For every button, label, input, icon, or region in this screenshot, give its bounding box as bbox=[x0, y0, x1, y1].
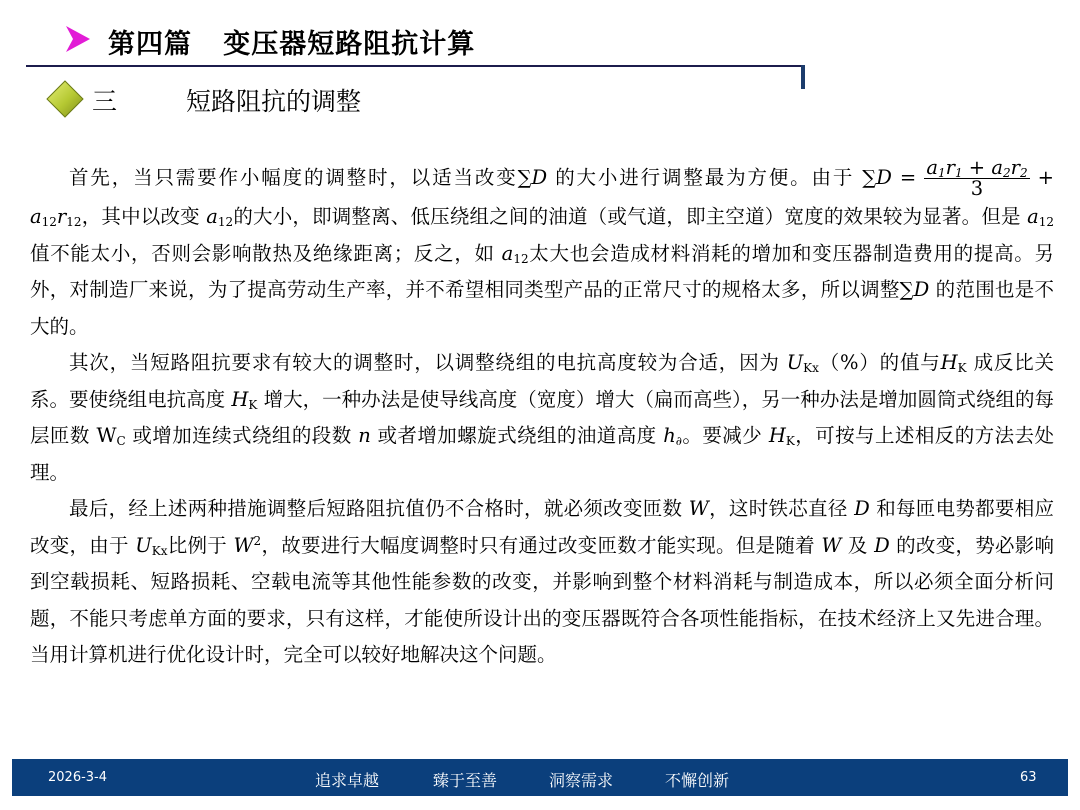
arrow-bullet-icon bbox=[66, 26, 90, 52]
fraction bbox=[924, 158, 1029, 199]
subscript: 1 bbox=[937, 166, 946, 180]
var-W: W bbox=[688, 497, 709, 520]
text: 及 bbox=[841, 533, 875, 557]
var-a: a bbox=[1027, 205, 1039, 228]
subscript: 12 bbox=[1038, 215, 1055, 229]
subscript: K bbox=[785, 434, 795, 448]
footer-date: 2026-3-4 bbox=[48, 770, 108, 785]
text: 的大小进行调整最为方便。由于 ∑ bbox=[547, 166, 877, 189]
text: 的范围也是不大的。 bbox=[30, 278, 1055, 338]
fraction-numerator bbox=[924, 158, 1029, 179]
diamond-bullet-icon bbox=[46, 80, 84, 118]
subscript: 2 bbox=[1019, 166, 1028, 180]
text: = bbox=[891, 166, 925, 189]
body-text bbox=[30, 158, 1054, 674]
text: 或者增加螺旋式绕组的油道高度 bbox=[370, 424, 664, 447]
var-U: U bbox=[786, 351, 804, 374]
var-h: h bbox=[663, 424, 676, 447]
subscript: C bbox=[116, 434, 126, 448]
text: 的大小，即调整离、低压绕组之间的油道（或气道，即主空道）宽度的效果较为显著。但是 bbox=[233, 205, 1028, 228]
subscript: K bbox=[248, 397, 258, 412]
var-H: H bbox=[940, 351, 958, 374]
subscript: Kx bbox=[803, 361, 819, 375]
var-r: r bbox=[56, 205, 67, 228]
title-underline-end bbox=[801, 65, 805, 89]
text: 其次，当短路阻抗要求有较大的调整时，以调整绕组的电抗高度较为合适，因为 bbox=[69, 351, 787, 374]
section-number: 三 bbox=[92, 87, 118, 116]
var-a: a bbox=[926, 156, 938, 179]
text: + bbox=[1029, 166, 1054, 189]
var-r: r bbox=[945, 156, 955, 179]
text: 或增加连续式绕组的段数 bbox=[125, 424, 359, 447]
text: ，其中以改变 bbox=[81, 205, 207, 228]
subscript: 12 bbox=[41, 215, 57, 229]
subscript: 12 bbox=[66, 215, 82, 229]
subscript: K bbox=[957, 361, 967, 375]
text: ，故要进行大幅度调整时只有通过改变匝数才能实现。但是随着 bbox=[261, 533, 822, 557]
var-n: n bbox=[358, 424, 371, 447]
text: 的改变，势必影响到空载损耗、短路损耗、空载电流等其他性能参数的改变，并影响到整个材料消耗与制造成本，所以必须全面分析问题，不能只考虑单方面的要求，只有这样，才能使所设计出的变压器既符合各项性能指标，在技术经济上又先进合理。当用计算机进行优化设计时，完全可以较好地解决这个问题。 bbox=[30, 533, 1055, 666]
subscript: 1 bbox=[954, 166, 963, 180]
subscript: 2 bbox=[1002, 166, 1011, 180]
text: ，这时铁芯直径 bbox=[708, 497, 855, 520]
footer-motto-4: 不懈创新 bbox=[665, 771, 730, 790]
superscript: 2 bbox=[253, 533, 262, 548]
var-a: a bbox=[30, 205, 42, 228]
var-H: H bbox=[768, 424, 786, 447]
var-a: a bbox=[501, 241, 514, 265]
subscript: 12 bbox=[513, 251, 529, 266]
subscript: Kx bbox=[151, 543, 168, 558]
paragraph-1 bbox=[30, 158, 1054, 345]
var-H: H bbox=[231, 387, 249, 411]
plus-sign: + bbox=[962, 156, 992, 179]
text: ，可按与上述相反的方法去处理。 bbox=[30, 424, 1054, 484]
footer-motto-2: 臻于至善 bbox=[433, 771, 498, 790]
text: 成反比关系。要使绕组电抗高度 bbox=[30, 351, 1055, 411]
footer-motto-3: 洞察需求 bbox=[549, 771, 614, 790]
text: 最后，经上述两种措施调整后短路阻抗值仍不合格时，就必须改变匝数 bbox=[69, 497, 689, 520]
page-number: 63 bbox=[1020, 770, 1037, 785]
var-W: W bbox=[821, 533, 842, 557]
title-underline bbox=[26, 65, 804, 67]
text: 值不能太小，否则会影响散热及绝缘距离；反之，如 bbox=[30, 241, 502, 265]
var-a: a bbox=[206, 205, 218, 228]
var-U: U bbox=[135, 533, 152, 557]
var-D: D bbox=[874, 533, 890, 557]
text: 增大，一种办法是使导线高度（宽度）增大（扁而高些），另一种办法是增加圆筒式绕组的每层匝数 bbox=[30, 387, 1055, 447]
var-W: W bbox=[233, 533, 254, 557]
fraction-denominator: 3 bbox=[970, 177, 984, 200]
var-D: D bbox=[531, 166, 548, 189]
footer-motto-1: 追求卓越 bbox=[315, 771, 380, 790]
text: （%）的值与 bbox=[818, 351, 941, 374]
var-D: D bbox=[876, 166, 892, 189]
text: 。要减少 bbox=[682, 424, 769, 447]
var-W: W bbox=[96, 424, 117, 447]
paragraph-3 bbox=[30, 491, 1054, 674]
paragraph-2 bbox=[30, 345, 1054, 491]
section-title: 短路阻抗的调整 bbox=[186, 87, 362, 116]
var-D: D bbox=[854, 497, 870, 520]
text: 比例于 bbox=[167, 533, 234, 557]
subscript: ∂ bbox=[675, 434, 682, 448]
text: 首先，当只需要作小幅度的调整时，以适当改变∑ bbox=[69, 166, 532, 189]
var-D: D bbox=[913, 278, 930, 301]
text: 和每匝电势都要相应改变，由于 bbox=[30, 497, 1055, 557]
footer-bar bbox=[12, 759, 1068, 796]
subscript: 12 bbox=[217, 215, 234, 229]
var-a: a bbox=[991, 156, 1003, 179]
var-r: r bbox=[1010, 156, 1020, 179]
text: 太大也会造成材料消耗的增加和变压器制造费用的提高。另外，对制造厂来说，为了提高劳动生产率，并不希望相同类型产品的正常尺寸的规格太多，所以调整∑ bbox=[30, 241, 1054, 301]
slide-title: 第四篇 变压器短路阻抗计算 bbox=[108, 29, 476, 60]
